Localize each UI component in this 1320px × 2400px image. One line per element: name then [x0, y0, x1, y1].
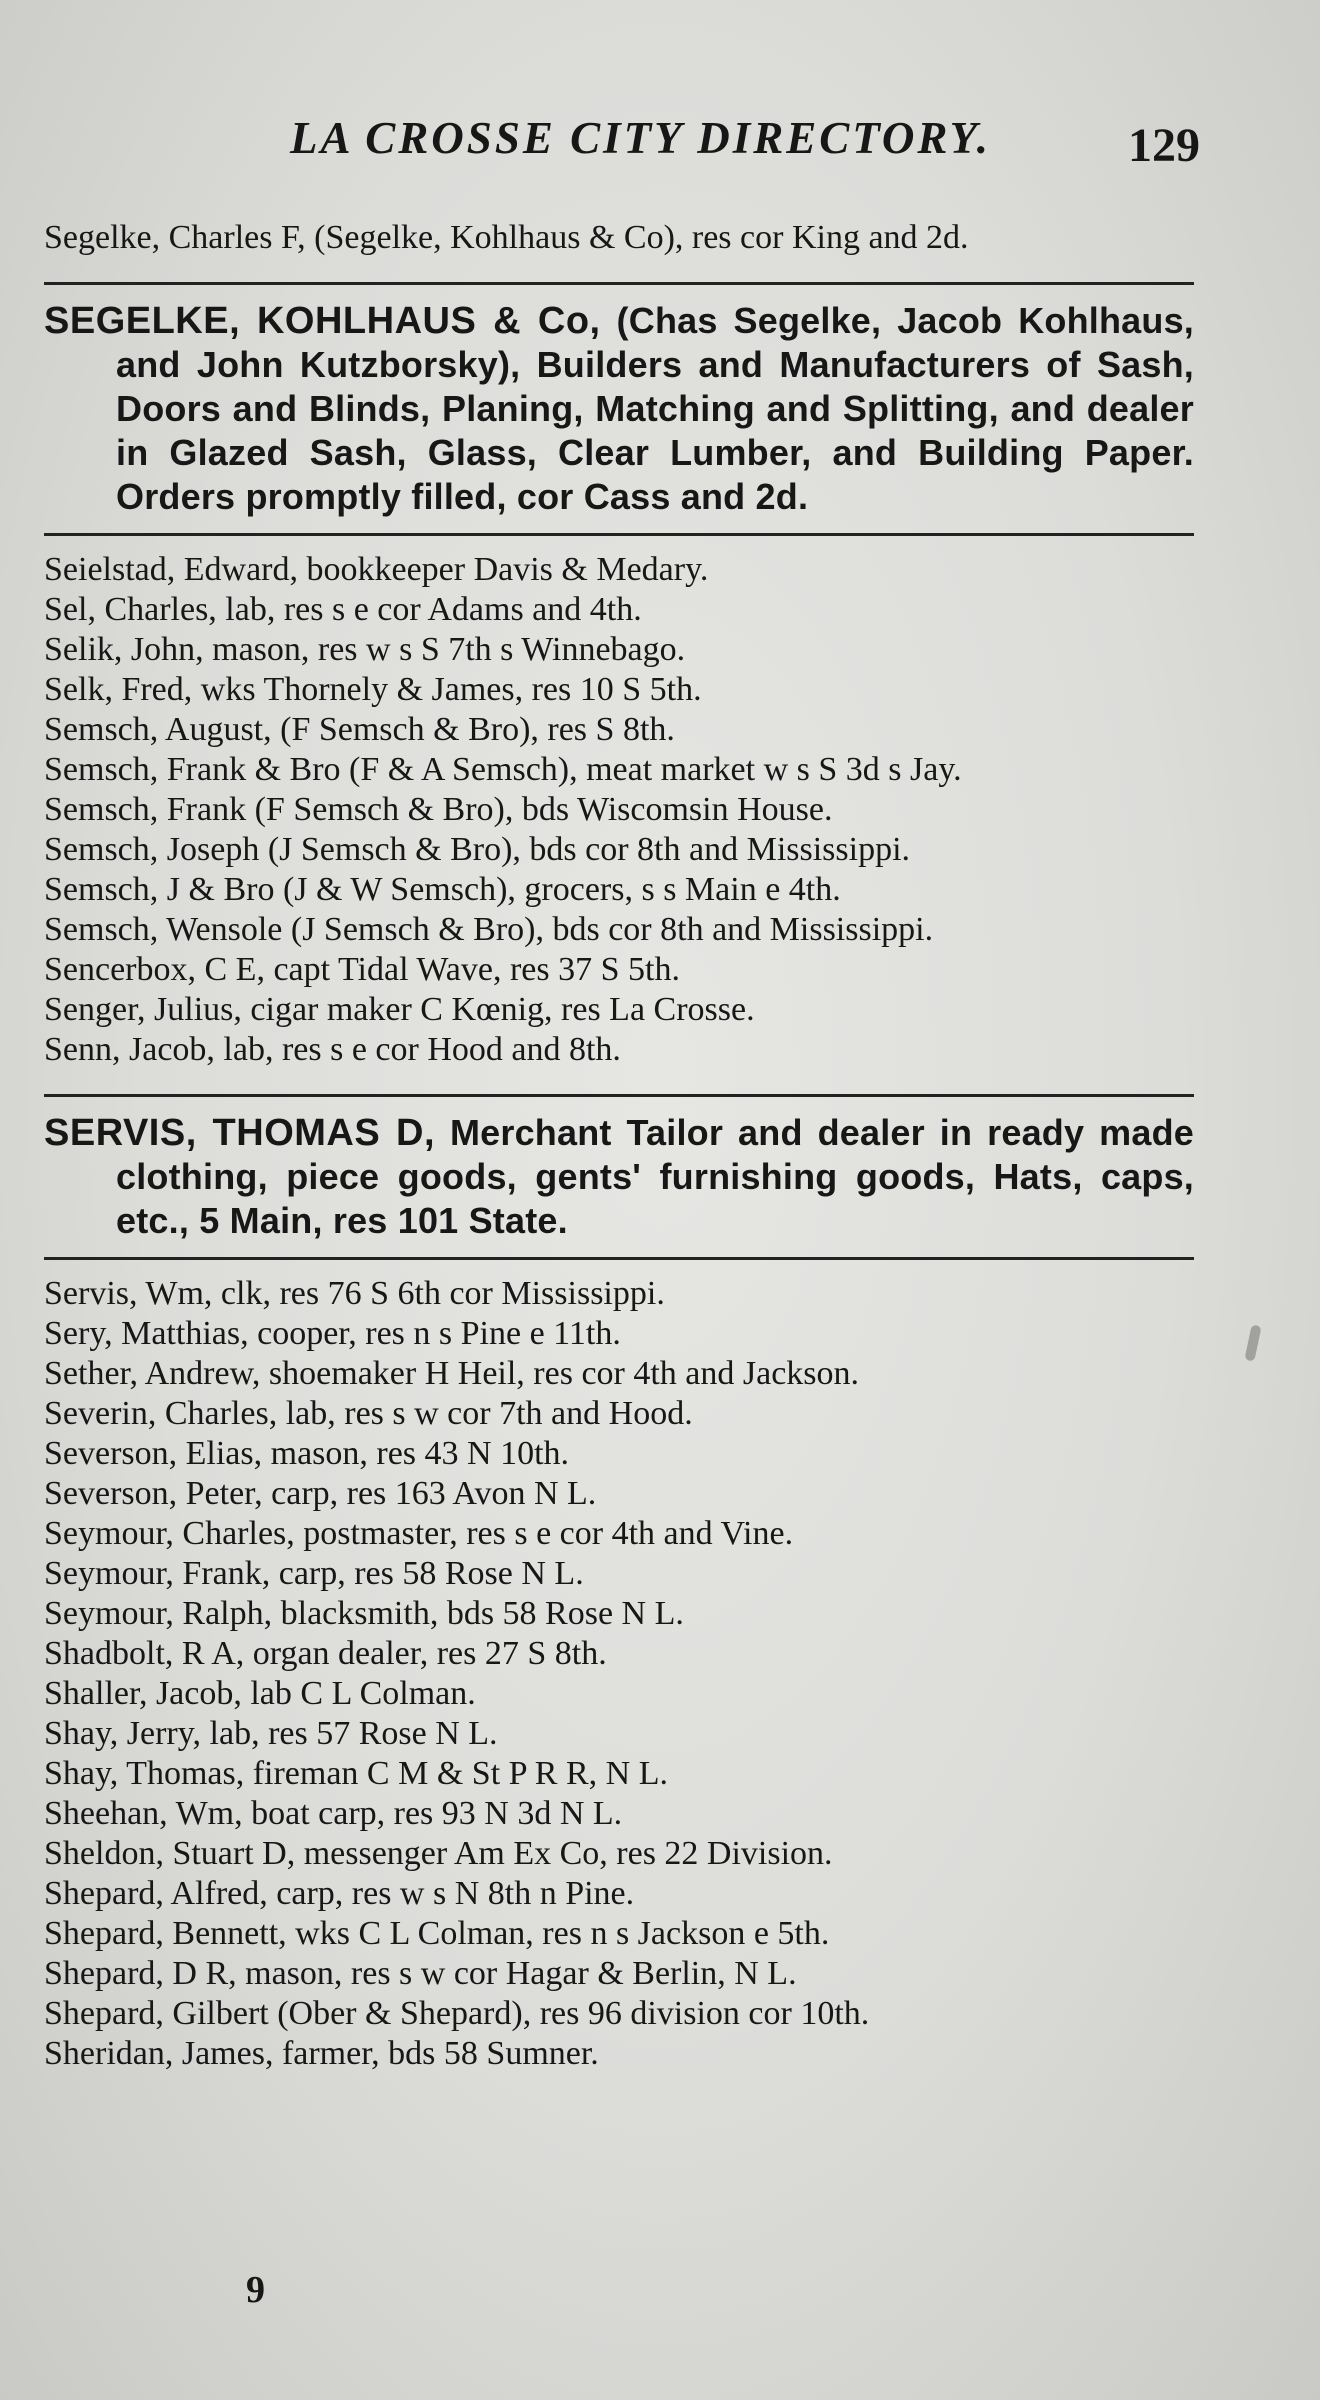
directory-entry: Sether, Andrew, shoemaker H Heil, res cor 4th and Jackson.: [44, 1355, 860, 1392]
directory-entry: Shay, Thomas, fireman C M & St P R R, N L.: [44, 1755, 668, 1792]
directory-entry: Severin, Charles, lab, res s w cor 7th and Hood.: [44, 1395, 693, 1432]
ink-smudge: [1244, 1324, 1261, 1361]
directory-entry: Severson, Peter, carp, res 163 Avon N L.: [44, 1475, 597, 1512]
directory-entry: Sheridan, James, farmer, bds 58 Sumner.: [44, 2035, 599, 2072]
directory-entry: Severson, Elias, mason, res 43 N 10th.: [44, 1435, 570, 1472]
directory-entry: Seielstad, Edward, bookkeeper Davis & Medary.: [44, 551, 709, 588]
ad-divider-top: [44, 282, 1194, 285]
directory-entry: Seymour, Ralph, blacksmith, bds 58 Rose N L.: [44, 1595, 684, 1632]
directory-entry: Sel, Charles, lab, res s e cor Adams and 4th.: [44, 591, 642, 628]
directory-listing: [44, 218, 1194, 2074]
directory-entry: Shepard, Bennett, wks C L Colman, res n s Jackson e 5th.: [44, 1915, 830, 1952]
page-header: [0, 112, 1320, 172]
directory-entry: Semsch, August, (F Semsch & Bro), res S 8th.: [44, 711, 675, 748]
directory-entry: Seymour, Frank, carp, res 58 Rose N L.: [44, 1555, 584, 1592]
directory-entry: Segelke, Charles F, (Segelke, Kohlhaus & Co), res cor King and 2d.: [44, 219, 969, 256]
directory-entry: Shepard, Alfred, carp, res w s N 8th n Pine.: [44, 1875, 635, 1912]
entry-group-1: [44, 218, 1194, 258]
ad-lead: SERVIS, THOMAS D,: [44, 1112, 436, 1154]
directory-entry: Senger, Julius, cigar maker C Kœnig, res La Crosse.: [44, 991, 755, 1028]
directory-entry: Semsch, Joseph (J Semsch & Bro), bds cor 8th and Mississippi.: [44, 831, 911, 868]
ad-divider-bottom: [44, 1257, 1194, 1260]
directory-entry: Semsch, J & Bro (J & W Semsch), grocers, s s Main e 4th.: [44, 871, 841, 908]
ad-divider-bottom: [44, 533, 1194, 536]
directory-entry: Semsch, Frank (F Semsch & Bro), bds Wiscomsin House.: [44, 791, 833, 828]
directory-entry: Senn, Jacob, lab, res s e cor Hood and 8th.: [44, 1031, 621, 1068]
directory-entry: Sheehan, Wm, boat carp, res 93 N 3d N L.: [44, 1795, 623, 1832]
ad-text: (Chas Segelke, Jacob Kohlhaus, and John Kutzborsky), Builders and Manufacturers of Sash, Doors and Blinds, Planing, Matching and Splitting, and dealer in Glazed Sash, Glass, Clear Lumber, and Building Paper. Orders promptly filled, cor Cass and 2d.: [116, 300, 1194, 517]
directory-entry: Shadbolt, R A, organ dealer, res 27 S 8th.: [44, 1635, 607, 1672]
directory-entry: Sheldon, Stuart D, messenger Am Ex Co, res 22 Division.: [44, 1835, 833, 1872]
signature-mark: 9: [246, 2269, 265, 2311]
directory-entry: Shaller, Jacob, lab C L Colman.: [44, 1675, 476, 1712]
directory-entry: Selk, Fred, wks Thornely & James, res 10 S 5th.: [44, 671, 702, 708]
ad-text: Merchant Tailor and dealer in ready made clothing, piece goods, gents' furnishing goods, Hats, caps, etc., 5 Main, res 101 State.: [116, 1112, 1194, 1241]
directory-entry: Sencerbox, C E, capt Tidal Wave, res 37 S 5th.: [44, 951, 680, 988]
entry-group-2: [44, 550, 1194, 1070]
directory-entry: Semsch, Frank & Bro (F & A Semsch), meat market w s S 3d s Jay.: [44, 751, 962, 788]
ad-divider-top: [44, 1094, 1194, 1097]
directory-entry: Sery, Matthias, cooper, res n s Pine e 11th.: [44, 1315, 621, 1352]
directory-entry: Seymour, Charles, postmaster, res s e cor 4th and Vine.: [44, 1515, 794, 1552]
ad-lead: SEGELKE, KOHLHAUS & Co,: [44, 300, 601, 342]
page-number: 129: [1128, 119, 1200, 172]
running-head: LA CROSSE CITY DIRECTORY.: [290, 113, 992, 163]
directory-entry: Semsch, Wensole (J Semsch & Bro), bds cor 8th and Mississippi.: [44, 911, 934, 948]
directory-entry: Shepard, D R, mason, res s w cor Hagar & Berlin, N L.: [44, 1955, 797, 1992]
directory-entry: Shay, Jerry, lab, res 57 Rose N L.: [44, 1715, 498, 1752]
entry-group-3: [44, 1274, 1194, 2074]
directory-entry: Servis, Wm, clk, res 76 S 6th cor Mississippi.: [44, 1275, 665, 1312]
advertisement-segelke-kohlhaus: [44, 299, 1194, 519]
directory-entry: Selik, John, mason, res w s S 7th s Winnebago.: [44, 631, 686, 668]
advertisement-servis: [44, 1111, 1194, 1243]
directory-entry: Shepard, Gilbert (Ober & Shepard), res 96 division cor 10th.: [44, 1995, 870, 2032]
